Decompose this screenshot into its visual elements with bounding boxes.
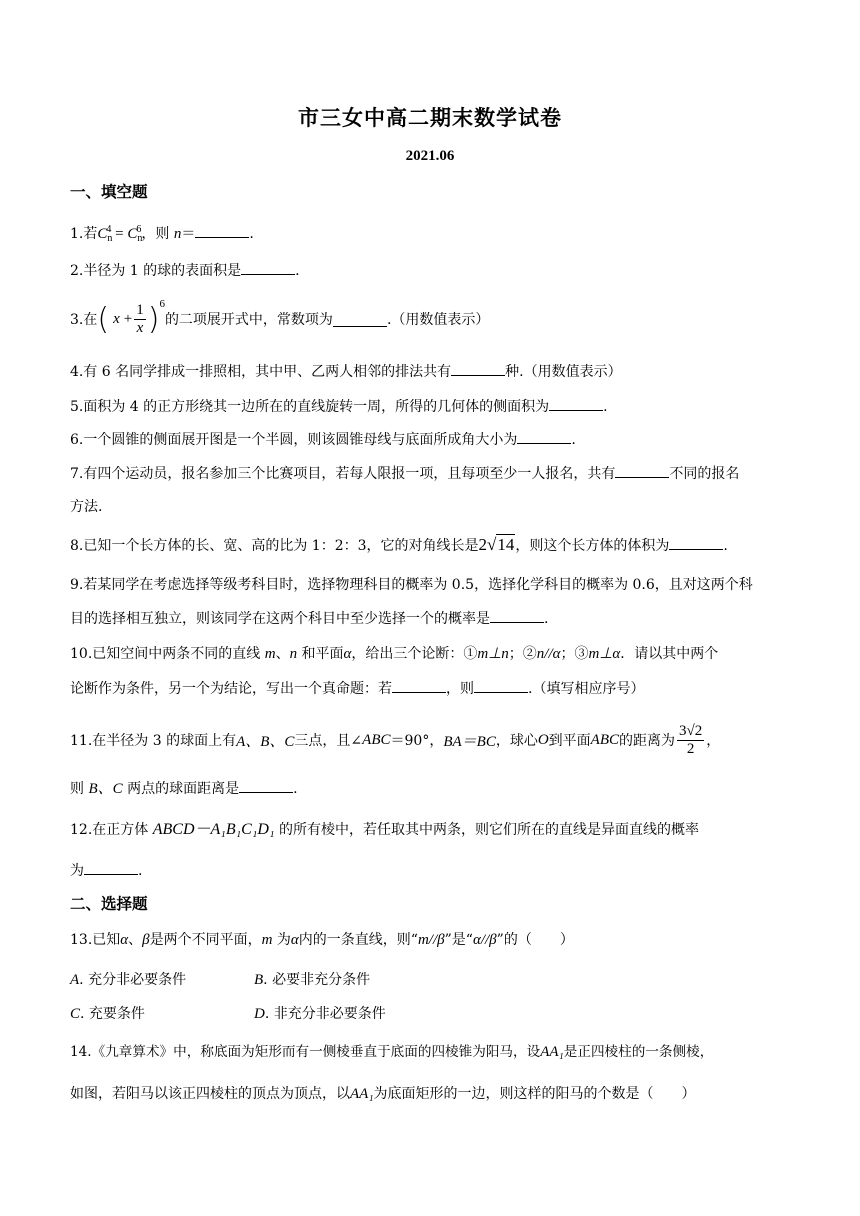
answer-blank xyxy=(333,312,387,327)
question-14-cont: 如图，若阳马以该正四棱柱的顶点为顶点，以AA₁为底面矩形的一边，则这样的阳马的个数是（ ） xyxy=(70,1086,696,1102)
question-8: 8.已知一个长方体的长、宽、高的比为 1：2：3，它的对角线长是2√14，则这个长方体的体积为 . xyxy=(70,535,728,554)
option-d: D. 非充分非必要条件 xyxy=(254,1006,386,1022)
answer-blank xyxy=(241,260,295,275)
answer-blank xyxy=(490,608,544,623)
exam-date: 2021.06 xyxy=(405,148,455,164)
answer-blank xyxy=(474,678,528,693)
question-11: 11.在半径为 3 的球面上有 A、B、C 三点，且∠ ABC ＝90°， BA＝BC ，球心 O 到平面 ABC 的距离为 $\frac{3√2}{2}$ ， xyxy=(70,722,721,757)
question-1: 1.若$C_n^4 = C_n^6$，则 n＝ . xyxy=(70,224,254,244)
answer-blank xyxy=(84,860,138,875)
question-3: 3.在 ( x + $\frac{1}{x}$ ) 6 的二项展开式中，常数项为 .（用数值表示） xyxy=(70,298,490,337)
question-9: 9.若某同学在考虑选择等级考科目时，选择物理科目的概率为 0.5，选择化学科目的概率为 0.6，且对这两个科 xyxy=(70,577,753,593)
question-5: 5.面积为 4 的正方形绕其一边所在的直线旋转一周，所得的几何体的侧面积为 . xyxy=(70,396,796,417)
option-c: C. 充要条件 xyxy=(70,1006,145,1022)
question-13: 13.已知α、β是两个不同平面，m 为α内的一条直线，则“m//β”是“α//β”的（ ） xyxy=(70,932,574,948)
question-10-cont: 论断作为条件，另一个为结论，写出一个真命题：若 ，则 .（填写相应序号） xyxy=(70,678,796,699)
question-14: 14.《九章算术》中，称底面为矩形而有一侧棱垂直于底面的四棱锥为阳马，设AA₁是正四棱柱的一条侧棱， xyxy=(70,1044,714,1060)
question-12: 12.在正方体 ABCD－A₁B₁C₁D₁ 的所有棱中，若任取其中两条，则它们所在的直线是异面直线的概率 xyxy=(70,821,699,838)
question-11-cont: 则 B、C 两点的球面距离是 . xyxy=(70,778,796,799)
section-fill-in: 一、填空题 xyxy=(70,182,148,201)
answer-blank xyxy=(451,361,505,376)
question-4: 4.有 6 名同学排成一排照相，其中甲、乙两人相邻的排法共有 种.（用数值表示） xyxy=(70,361,796,382)
question-9-cont: 目的选择相互独立，则该同学在这两个科目中至少选择一个的概率是 . xyxy=(70,608,796,629)
section-choice: 二、选择题 xyxy=(70,894,148,913)
answer-blank xyxy=(517,429,571,444)
answer-blank xyxy=(549,396,603,411)
option-a: A. 充分非必要条件 xyxy=(70,972,187,988)
question-12-cont: 为 . xyxy=(70,860,796,881)
page-title: 市三女中高二期末数学试卷 xyxy=(298,105,562,130)
question-7-cont: 方法. xyxy=(70,499,103,515)
question-7: 7.有四个运动员，报名参加三个比赛项目，若每人限报一项，且每项至少一人报名，共有 不同的报名 xyxy=(70,463,796,484)
answer-blank xyxy=(195,223,249,238)
question-2: 2.半径为 1 的球的表面积是 . xyxy=(70,260,796,281)
answer-blank xyxy=(669,535,723,550)
answer-blank xyxy=(392,678,446,693)
option-b: B. 必要非充分条件 xyxy=(254,972,371,988)
answer-blank xyxy=(239,778,293,793)
question-6: 6.一个圆锥的侧面展开图是一个半圆，则该圆锥母线与底面所成角大小为 . xyxy=(70,429,796,450)
answer-blank xyxy=(615,463,669,478)
question-10: 10.已知空间中两条不同的直线 m、n 和平面α，给出三个论断：①m⊥n；②n//α；③m⊥α．请以其中两个 xyxy=(70,646,719,662)
